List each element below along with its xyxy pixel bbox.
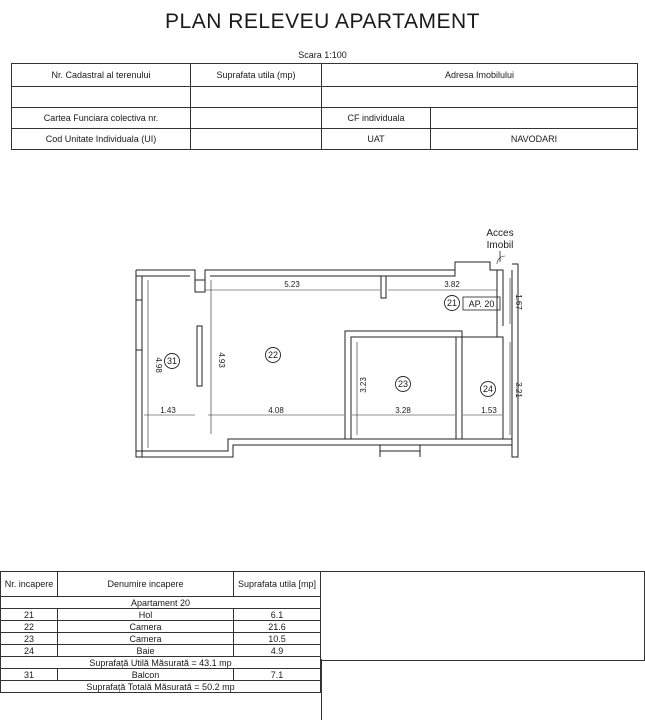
- grand-total: Suprafață Totală Măsurată = 50.2 mp: [1, 681, 321, 693]
- cadastral-value: [12, 87, 191, 108]
- row-area: 4.9: [234, 645, 321, 657]
- address-value: [322, 87, 638, 108]
- bath-walls: [456, 337, 462, 439]
- dim-top-left: 5.23: [284, 280, 300, 289]
- table-row: [1, 645, 321, 657]
- left-wall: [136, 270, 142, 457]
- unit-code-label: Cod Unitate Individuala (UI): [12, 129, 191, 150]
- right-wall: [512, 264, 518, 457]
- surface-label: Suprafata utila (mp): [191, 64, 322, 87]
- dim-room22-h: 4.08: [268, 406, 284, 415]
- row-name: Camera: [58, 621, 234, 633]
- access-label: Acces: [486, 228, 514, 239]
- row-nr: 24: [1, 645, 58, 657]
- mid-partition: [381, 276, 386, 298]
- cf-collective-value: [191, 108, 322, 129]
- table-row: [1, 633, 321, 645]
- row-name: Hol: [58, 609, 234, 621]
- cadastral-label: Nr. Cadastral al terenului: [12, 64, 191, 87]
- balcony-column: [195, 280, 205, 292]
- balcony-partition: [197, 326, 202, 386]
- row-name: Baie: [58, 645, 234, 657]
- dim-balc-v: 4.98: [154, 357, 163, 373]
- address-label: Adresa Imobilului: [322, 64, 638, 87]
- cadastral-info-table: [11, 63, 638, 150]
- scale-label: Scara 1:100: [298, 50, 347, 60]
- left-window: [136, 300, 142, 350]
- rooms-table: [0, 571, 321, 693]
- room-21-number: 21: [446, 298, 458, 308]
- door-arc: [497, 256, 505, 264]
- dim-top-right: 3.82: [444, 280, 460, 289]
- page-title: PLAN RELEVEU APARTAMENT: [165, 10, 480, 33]
- uat-value: NAVODARI: [431, 129, 638, 150]
- row-nr: 22: [1, 621, 58, 633]
- apartment-label: AP. 20: [468, 299, 495, 309]
- dim-bath-h: 1.53: [481, 406, 497, 415]
- table-row: [1, 621, 321, 633]
- header-nr: Nr. incapere: [1, 572, 58, 597]
- access-label-2: Imobil: [486, 240, 514, 251]
- outer-wall-inner: [136, 268, 455, 276]
- room-31-number: 31: [166, 356, 178, 366]
- useful-total: Suprafață Utilă Măsurată = 43.1 mp: [1, 657, 321, 669]
- row-area: 6.1: [234, 609, 321, 621]
- header-area: Suprafata utila [mp]: [234, 572, 321, 597]
- surface-value: [191, 87, 322, 108]
- row-nr: 31: [1, 669, 58, 681]
- row-area: 10.5: [234, 633, 321, 645]
- dim-room23-h: 3.28: [395, 406, 411, 415]
- apartment-row: Apartament 20: [1, 597, 321, 609]
- empty-box: [321, 571, 645, 661]
- floor-plan: [0, 220, 645, 480]
- row-name: Camera: [58, 633, 234, 645]
- uat-label: UAT: [322, 129, 431, 150]
- room-24-number: 24: [482, 384, 494, 394]
- divider: [321, 659, 322, 720]
- room-23-number: 23: [397, 379, 409, 389]
- bottom-wall: [136, 439, 512, 457]
- unit-code-value: [191, 129, 322, 150]
- cf-individual-label: CF individuala: [322, 108, 431, 129]
- dim-balc-h: 1.43: [160, 406, 176, 415]
- cf-individual-value: [431, 108, 638, 129]
- row-area: 7.1: [234, 669, 321, 681]
- dim-bath-v: 3.21: [514, 382, 523, 398]
- header-name: Denumire incapere: [58, 572, 234, 597]
- dim-room22-v: 4.93: [217, 352, 226, 368]
- bottom-window: [380, 445, 420, 457]
- row-nr: 23: [1, 633, 58, 645]
- row-name: Balcon: [58, 669, 234, 681]
- row-area: 21.6: [234, 621, 321, 633]
- table-row: [1, 609, 321, 621]
- room-22-number: 22: [267, 350, 279, 360]
- outer-wall: [136, 262, 497, 280]
- dim-hall-v: 1.67: [514, 294, 523, 310]
- table-row: [1, 669, 321, 681]
- dim-room23-v: 3.23: [359, 377, 368, 393]
- cf-collective-label: Cartea Funciara colectiva nr.: [12, 108, 191, 129]
- row-nr: 21: [1, 609, 58, 621]
